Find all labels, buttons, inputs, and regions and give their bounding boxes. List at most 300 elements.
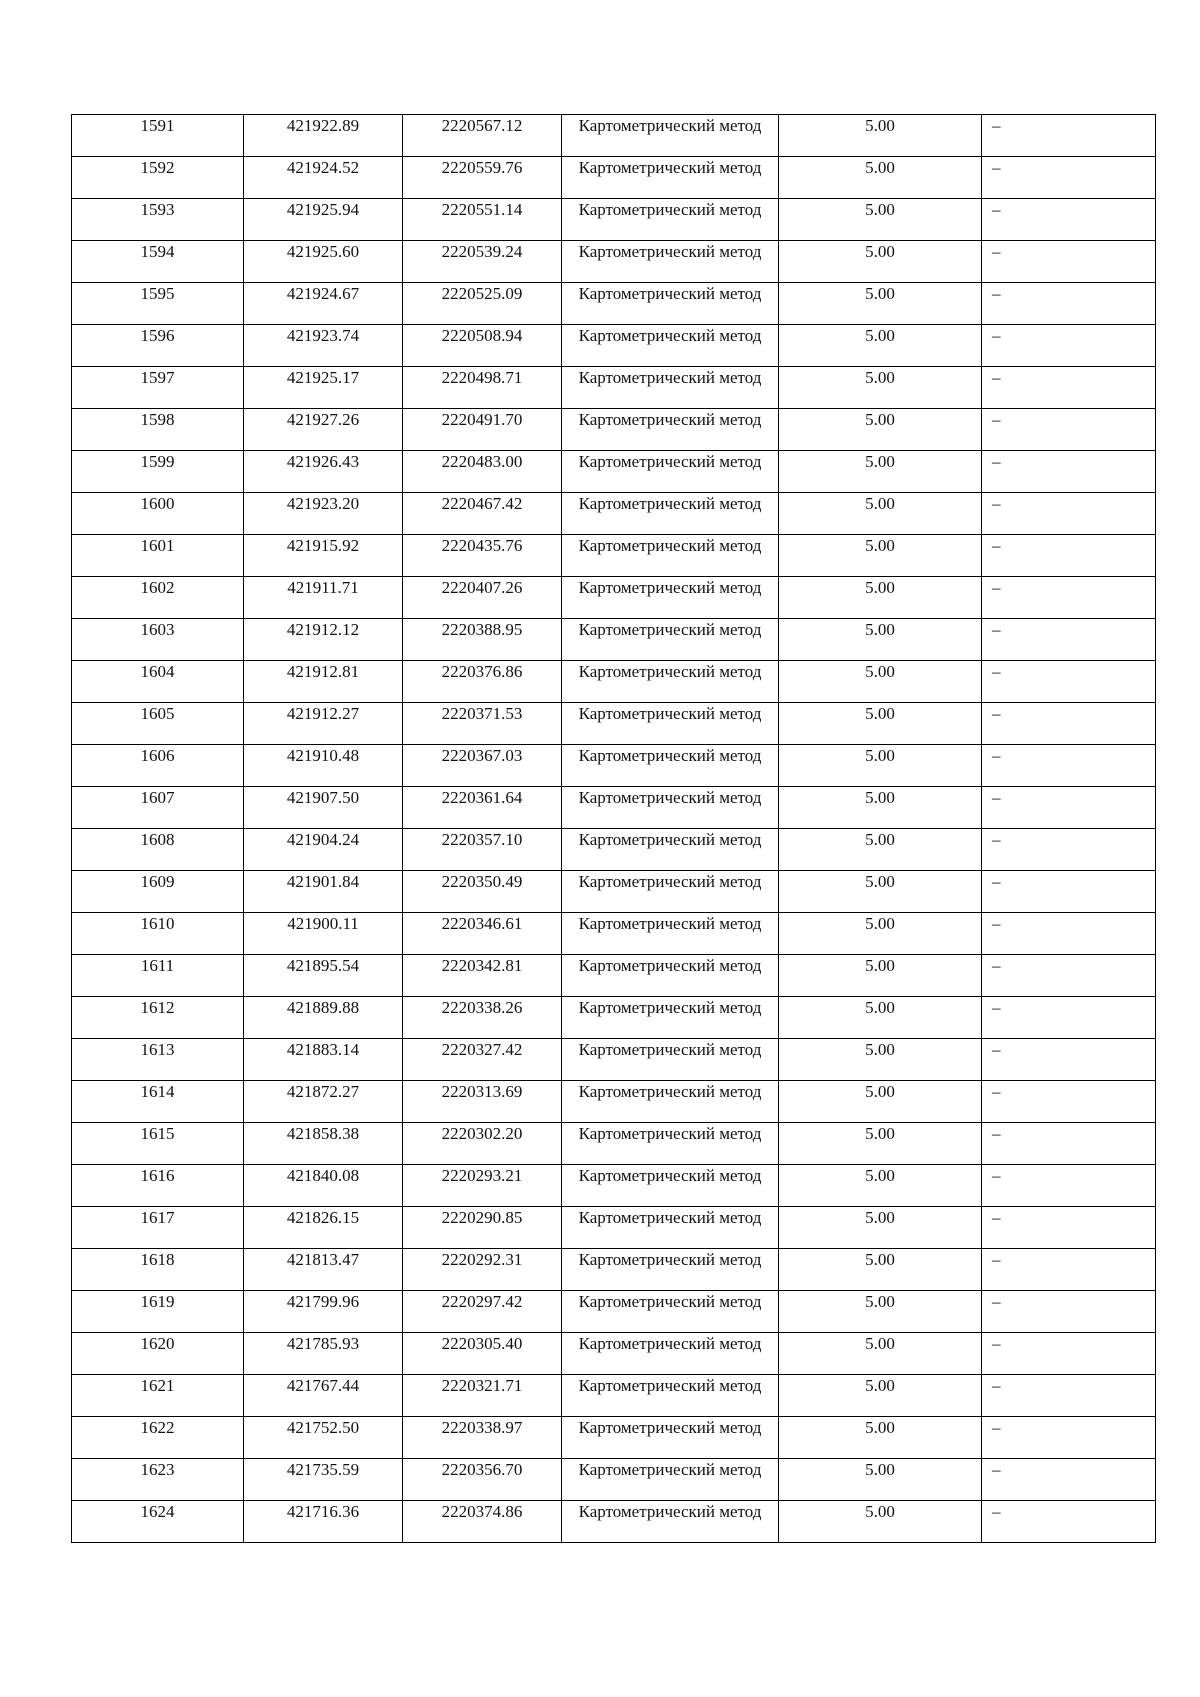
point-number-cell xyxy=(72,535,244,577)
note-cell xyxy=(982,1123,1156,1165)
table-row xyxy=(72,409,1156,451)
method-text: Картометрический метод xyxy=(578,1418,762,1437)
table-row xyxy=(72,1123,1156,1165)
point-number-text: 1592 xyxy=(140,158,175,177)
note-cell xyxy=(982,535,1156,577)
x-coordinate-cell xyxy=(244,1207,403,1249)
method-text: Картометрический метод xyxy=(578,200,762,219)
accuracy-text: 5.00 xyxy=(865,914,895,933)
x-coordinate-text: 421907.50 xyxy=(286,788,360,807)
x-coordinate-text: 421872.27 xyxy=(286,1082,360,1101)
point-number-text: 1612 xyxy=(140,998,175,1017)
point-number-text: 1609 xyxy=(140,872,175,891)
method-cell xyxy=(562,325,779,367)
point-number-cell xyxy=(72,1459,244,1501)
x-coordinate-cell xyxy=(244,829,403,871)
method-text: Картометрический метод xyxy=(578,1292,762,1311)
note-cell xyxy=(982,1291,1156,1333)
point-number-cell xyxy=(72,787,244,829)
point-number-text: 1611 xyxy=(140,956,175,975)
note-text: – xyxy=(992,998,1001,1017)
accuracy-text: 5.00 xyxy=(865,494,895,513)
point-number-text: 1610 xyxy=(140,914,175,933)
point-number-text: 1615 xyxy=(140,1124,175,1143)
accuracy-text: 5.00 xyxy=(865,536,895,555)
x-coordinate-cell xyxy=(244,997,403,1039)
table-row xyxy=(72,913,1156,955)
accuracy-text: 5.00 xyxy=(865,704,895,723)
x-coordinate-cell xyxy=(244,955,403,997)
table-row xyxy=(72,1501,1156,1543)
x-coordinate-text: 421840.08 xyxy=(286,1166,360,1185)
accuracy-cell xyxy=(779,829,982,871)
note-cell xyxy=(982,619,1156,661)
note-cell xyxy=(982,997,1156,1039)
method-cell xyxy=(562,1459,779,1501)
accuracy-cell xyxy=(779,367,982,409)
table-row xyxy=(72,1165,1156,1207)
point-number-text: 1613 xyxy=(140,1040,175,1059)
y-coordinate-cell xyxy=(403,955,562,997)
method-text: Картометрический метод xyxy=(578,704,762,723)
x-coordinate-text: 421883.14 xyxy=(286,1040,360,1059)
accuracy-cell xyxy=(779,493,982,535)
accuracy-cell xyxy=(779,745,982,787)
y-coordinate-text: 2220293.21 xyxy=(441,1166,523,1185)
table-row xyxy=(72,367,1156,409)
note-cell xyxy=(982,745,1156,787)
point-number-text: 1606 xyxy=(140,746,175,765)
y-coordinate-text: 2220407.26 xyxy=(441,578,523,597)
x-coordinate-cell xyxy=(244,1249,403,1291)
method-cell xyxy=(562,1417,779,1459)
point-number-text: 1624 xyxy=(140,1502,175,1521)
method-text: Картометрический метод xyxy=(578,116,762,135)
note-text: – xyxy=(992,452,1001,471)
note-text: – xyxy=(992,662,1001,681)
y-coordinate-cell xyxy=(403,1249,562,1291)
note-cell xyxy=(982,451,1156,493)
accuracy-cell xyxy=(779,913,982,955)
y-coordinate-text: 2220342.81 xyxy=(441,956,523,975)
method-text: Картометрический метод xyxy=(578,452,762,471)
y-coordinate-cell xyxy=(403,241,562,283)
point-number-text: 1614 xyxy=(140,1082,175,1101)
note-cell xyxy=(982,913,1156,955)
y-coordinate-text: 2220371.53 xyxy=(441,704,523,723)
note-cell xyxy=(982,199,1156,241)
y-coordinate-text: 2220292.31 xyxy=(441,1250,523,1269)
y-coordinate-text: 2220498.71 xyxy=(441,368,523,387)
point-number-cell xyxy=(72,1501,244,1543)
point-number-text: 1591 xyxy=(140,116,175,135)
note-text: – xyxy=(992,872,1001,891)
accuracy-text: 5.00 xyxy=(865,1166,895,1185)
method-cell xyxy=(562,283,779,325)
note-cell xyxy=(982,1081,1156,1123)
note-text: – xyxy=(992,1250,1001,1269)
note-text: – xyxy=(992,578,1001,597)
point-number-cell xyxy=(72,745,244,787)
y-coordinate-text: 2220559.76 xyxy=(441,158,523,177)
accuracy-text: 5.00 xyxy=(865,1334,895,1353)
accuracy-text: 5.00 xyxy=(865,200,895,219)
method-cell xyxy=(562,661,779,703)
note-cell xyxy=(982,577,1156,619)
y-coordinate-cell xyxy=(403,283,562,325)
point-number-text: 1623 xyxy=(140,1460,175,1479)
note-cell xyxy=(982,1417,1156,1459)
accuracy-cell xyxy=(779,577,982,619)
note-text: – xyxy=(992,1082,1001,1101)
point-number-cell xyxy=(72,367,244,409)
point-number-cell xyxy=(72,1249,244,1291)
y-coordinate-cell xyxy=(403,535,562,577)
note-text: – xyxy=(992,242,1001,261)
accuracy-cell xyxy=(779,997,982,1039)
accuracy-text: 5.00 xyxy=(865,1082,895,1101)
note-cell xyxy=(982,829,1156,871)
accuracy-text: 5.00 xyxy=(865,1418,895,1437)
table-row xyxy=(72,115,1156,157)
method-text: Картометрический метод xyxy=(578,830,762,849)
y-coordinate-cell xyxy=(403,829,562,871)
method-text: Картометрический метод xyxy=(578,536,762,555)
accuracy-cell xyxy=(779,283,982,325)
y-coordinate-cell xyxy=(403,871,562,913)
method-cell xyxy=(562,1249,779,1291)
y-coordinate-text: 2220350.49 xyxy=(441,872,523,891)
y-coordinate-text: 2220346.61 xyxy=(441,914,523,933)
y-coordinate-text: 2220508.94 xyxy=(441,326,523,345)
note-text: – xyxy=(992,1502,1001,1521)
point-number-cell xyxy=(72,1039,244,1081)
point-number-cell xyxy=(72,1081,244,1123)
x-coordinate-text: 421912.12 xyxy=(286,620,360,639)
y-coordinate-text: 2220327.42 xyxy=(441,1040,523,1059)
point-number-text: 1622 xyxy=(140,1418,175,1437)
method-cell xyxy=(562,997,779,1039)
point-number-text: 1593 xyxy=(140,200,175,219)
y-coordinate-cell xyxy=(403,913,562,955)
x-coordinate-cell xyxy=(244,1291,403,1333)
method-cell xyxy=(562,955,779,997)
note-text: – xyxy=(992,368,1001,387)
x-coordinate-text: 421826.15 xyxy=(286,1208,360,1227)
note-text: – xyxy=(992,788,1001,807)
point-number-cell xyxy=(72,661,244,703)
accuracy-text: 5.00 xyxy=(865,1502,895,1521)
note-cell xyxy=(982,871,1156,913)
method-cell xyxy=(562,1501,779,1543)
method-cell xyxy=(562,535,779,577)
table-row xyxy=(72,1039,1156,1081)
accuracy-cell xyxy=(779,1375,982,1417)
method-text: Картометрический метод xyxy=(578,998,762,1017)
y-coordinate-cell xyxy=(403,409,562,451)
note-cell xyxy=(982,241,1156,283)
accuracy-text: 5.00 xyxy=(865,956,895,975)
note-text: – xyxy=(992,1166,1001,1185)
accuracy-text: 5.00 xyxy=(865,662,895,681)
note-cell xyxy=(982,1333,1156,1375)
method-text: Картометрический метод xyxy=(578,242,762,261)
table-row xyxy=(72,745,1156,787)
table-row xyxy=(72,997,1156,1039)
x-coordinate-cell xyxy=(244,157,403,199)
point-number-cell xyxy=(72,829,244,871)
x-coordinate-cell xyxy=(244,283,403,325)
accuracy-cell xyxy=(779,115,982,157)
point-number-text: 1599 xyxy=(140,452,175,471)
x-coordinate-text: 421785.93 xyxy=(286,1334,360,1353)
method-text: Картометрический метод xyxy=(578,1124,762,1143)
method-text: Картометрический метод xyxy=(578,158,762,177)
y-coordinate-text: 2220302.20 xyxy=(441,1124,523,1143)
method-text: Картометрический метод xyxy=(578,1502,762,1521)
accuracy-text: 5.00 xyxy=(865,326,895,345)
method-cell xyxy=(562,745,779,787)
y-coordinate-cell xyxy=(403,1291,562,1333)
accuracy-text: 5.00 xyxy=(865,452,895,471)
accuracy-text: 5.00 xyxy=(865,1040,895,1059)
y-coordinate-cell xyxy=(403,703,562,745)
point-number-text: 1596 xyxy=(140,326,175,345)
note-cell xyxy=(982,1459,1156,1501)
y-coordinate-text: 2220313.69 xyxy=(441,1082,523,1101)
method-cell xyxy=(562,199,779,241)
note-text: – xyxy=(992,116,1001,135)
x-coordinate-cell xyxy=(244,1165,403,1207)
x-coordinate-text: 421735.59 xyxy=(286,1460,360,1479)
method-cell xyxy=(562,871,779,913)
point-number-text: 1603 xyxy=(140,620,175,639)
accuracy-cell xyxy=(779,1207,982,1249)
note-cell xyxy=(982,409,1156,451)
table-row xyxy=(72,535,1156,577)
point-number-cell xyxy=(72,1333,244,1375)
accuracy-text: 5.00 xyxy=(865,1124,895,1143)
point-number-cell xyxy=(72,1417,244,1459)
point-number-cell xyxy=(72,619,244,661)
y-coordinate-text: 2220435.76 xyxy=(441,536,523,555)
y-coordinate-text: 2220376.86 xyxy=(441,662,523,681)
point-number-text: 1607 xyxy=(140,788,175,807)
note-text: – xyxy=(992,1334,1001,1353)
x-coordinate-text: 421895.54 xyxy=(286,956,360,975)
y-coordinate-text: 2220491.70 xyxy=(441,410,523,429)
accuracy-cell xyxy=(779,1249,982,1291)
note-text: – xyxy=(992,956,1001,975)
note-text: – xyxy=(992,1460,1001,1479)
x-coordinate-cell xyxy=(244,871,403,913)
accuracy-cell xyxy=(779,787,982,829)
method-text: Картометрический метод xyxy=(578,620,762,639)
y-coordinate-text: 2220297.42 xyxy=(441,1292,523,1311)
x-coordinate-text: 421752.50 xyxy=(286,1418,360,1437)
point-number-cell xyxy=(72,955,244,997)
accuracy-cell xyxy=(779,199,982,241)
x-coordinate-cell xyxy=(244,913,403,955)
table-row xyxy=(72,703,1156,745)
point-number-cell xyxy=(72,1123,244,1165)
method-text: Картометрический метод xyxy=(578,1040,762,1059)
accuracy-cell xyxy=(779,871,982,913)
x-coordinate-cell xyxy=(244,619,403,661)
x-coordinate-cell xyxy=(244,787,403,829)
point-number-text: 1604 xyxy=(140,662,175,681)
point-number-cell xyxy=(72,703,244,745)
point-number-cell xyxy=(72,871,244,913)
x-coordinate-cell xyxy=(244,535,403,577)
note-text: – xyxy=(992,830,1001,849)
method-cell xyxy=(562,1123,779,1165)
method-text: Картометрический метод xyxy=(578,1082,762,1101)
accuracy-text: 5.00 xyxy=(865,1250,895,1269)
accuracy-text: 5.00 xyxy=(865,830,895,849)
method-cell xyxy=(562,703,779,745)
accuracy-cell xyxy=(779,157,982,199)
method-cell xyxy=(562,1165,779,1207)
table-row xyxy=(72,787,1156,829)
x-coordinate-text: 421911.71 xyxy=(287,578,359,597)
note-cell xyxy=(982,1207,1156,1249)
point-number-text: 1608 xyxy=(140,830,175,849)
method-cell xyxy=(562,1333,779,1375)
y-coordinate-cell xyxy=(403,1081,562,1123)
table-row xyxy=(72,1375,1156,1417)
table-row xyxy=(72,1291,1156,1333)
y-coordinate-text: 2220321.71 xyxy=(441,1376,523,1395)
method-cell xyxy=(562,367,779,409)
x-coordinate-cell xyxy=(244,1123,403,1165)
y-coordinate-cell xyxy=(403,619,562,661)
method-text: Картометрический метод xyxy=(578,1460,762,1479)
y-coordinate-cell xyxy=(403,745,562,787)
point-number-text: 1618 xyxy=(140,1250,175,1269)
method-text: Картометрический метод xyxy=(578,578,762,597)
x-coordinate-text: 421912.27 xyxy=(286,704,360,723)
accuracy-cell xyxy=(779,409,982,451)
table-row xyxy=(72,493,1156,535)
method-cell xyxy=(562,1081,779,1123)
note-text: – xyxy=(992,1292,1001,1311)
accuracy-text: 5.00 xyxy=(865,284,895,303)
table-row xyxy=(72,1333,1156,1375)
y-coordinate-cell xyxy=(403,157,562,199)
x-coordinate-cell xyxy=(244,1039,403,1081)
x-coordinate-text: 421767.44 xyxy=(286,1376,360,1395)
note-cell xyxy=(982,1165,1156,1207)
y-coordinate-text: 2220525.09 xyxy=(441,284,523,303)
y-coordinate-cell xyxy=(403,367,562,409)
y-coordinate-text: 2220290.85 xyxy=(441,1208,523,1227)
x-coordinate-text: 421923.20 xyxy=(286,494,360,513)
method-text: Картометрический метод xyxy=(578,1334,762,1353)
point-number-text: 1594 xyxy=(140,242,175,261)
y-coordinate-text: 2220367.03 xyxy=(441,746,523,765)
y-coordinate-text: 2220356.70 xyxy=(441,1460,523,1479)
y-coordinate-text: 2220539.24 xyxy=(441,242,523,261)
y-coordinate-cell xyxy=(403,199,562,241)
method-text: Картометрический метод xyxy=(578,1376,762,1395)
point-number-cell xyxy=(72,997,244,1039)
method-text: Картометрический метод xyxy=(578,326,762,345)
coordinates-table xyxy=(71,114,1156,1543)
point-number-text: 1600 xyxy=(140,494,175,513)
note-cell xyxy=(982,661,1156,703)
x-coordinate-text: 421858.38 xyxy=(286,1124,360,1143)
accuracy-cell xyxy=(779,1165,982,1207)
accuracy-cell xyxy=(779,1417,982,1459)
method-text: Картометрический метод xyxy=(578,956,762,975)
table-row xyxy=(72,1081,1156,1123)
point-number-cell xyxy=(72,241,244,283)
x-coordinate-cell xyxy=(244,367,403,409)
note-cell xyxy=(982,157,1156,199)
y-coordinate-cell xyxy=(403,1123,562,1165)
x-coordinate-cell xyxy=(244,1501,403,1543)
note-text: – xyxy=(992,1376,1001,1395)
point-number-text: 1602 xyxy=(140,578,175,597)
note-cell xyxy=(982,1375,1156,1417)
point-number-text: 1617 xyxy=(140,1208,175,1227)
x-coordinate-text: 421889.88 xyxy=(286,998,360,1017)
note-cell xyxy=(982,787,1156,829)
x-coordinate-cell xyxy=(244,493,403,535)
x-coordinate-cell xyxy=(244,1459,403,1501)
y-coordinate-cell xyxy=(403,115,562,157)
point-number-text: 1601 xyxy=(140,536,175,555)
x-coordinate-text: 421901.84 xyxy=(286,872,360,891)
x-coordinate-text: 421922.89 xyxy=(286,116,360,135)
note-cell xyxy=(982,367,1156,409)
accuracy-text: 5.00 xyxy=(865,578,895,597)
accuracy-text: 5.00 xyxy=(865,746,895,765)
y-coordinate-text: 2220374.86 xyxy=(441,1502,523,1521)
x-coordinate-cell xyxy=(244,1333,403,1375)
method-text: Картометрический метод xyxy=(578,914,762,933)
note-text: – xyxy=(992,1124,1001,1143)
y-coordinate-cell xyxy=(403,1333,562,1375)
note-cell xyxy=(982,1039,1156,1081)
table-row xyxy=(72,661,1156,703)
note-cell xyxy=(982,955,1156,997)
method-text: Картометрический метод xyxy=(578,746,762,765)
x-coordinate-cell xyxy=(244,241,403,283)
method-cell xyxy=(562,913,779,955)
accuracy-cell xyxy=(779,619,982,661)
x-coordinate-text: 421813.47 xyxy=(286,1250,360,1269)
point-number-text: 1605 xyxy=(140,704,175,723)
x-coordinate-text: 421900.11 xyxy=(287,914,359,933)
method-cell xyxy=(562,493,779,535)
note-text: – xyxy=(992,494,1001,513)
accuracy-text: 5.00 xyxy=(865,368,895,387)
x-coordinate-text: 421912.81 xyxy=(286,662,360,681)
note-text: – xyxy=(992,1208,1001,1227)
x-coordinate-cell xyxy=(244,1417,403,1459)
method-cell xyxy=(562,619,779,661)
x-coordinate-cell xyxy=(244,703,403,745)
point-number-text: 1595 xyxy=(140,284,175,303)
accuracy-cell xyxy=(779,535,982,577)
table-row xyxy=(72,241,1156,283)
x-coordinate-cell xyxy=(244,325,403,367)
accuracy-cell xyxy=(779,451,982,493)
y-coordinate-cell xyxy=(403,1417,562,1459)
y-coordinate-cell xyxy=(403,1501,562,1543)
